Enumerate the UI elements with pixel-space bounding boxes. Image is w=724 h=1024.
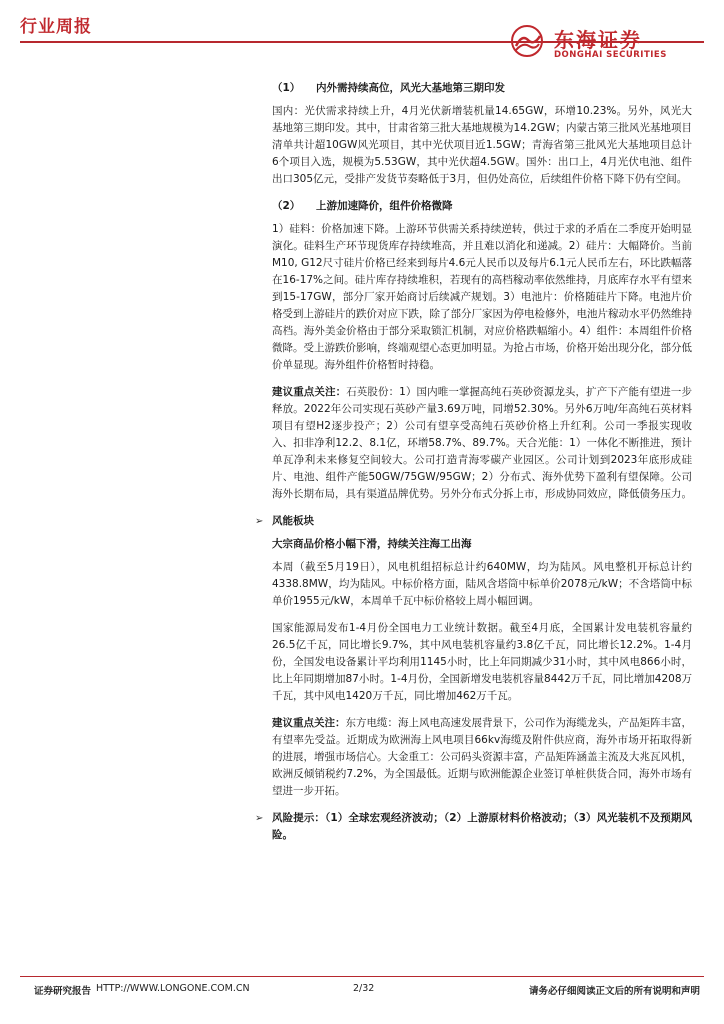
section-1-heading <box>272 80 692 97</box>
wind-paragraph-1: 本周（截至5月19日），风电机组招标总计约640MW，均为陆风。风电整机开标总计约4338.8MW，均为陆风。中标价格方面，陆风含塔筒中标单价2078元/kW；不含塔筒中标单价1955元/kW，本周单千瓦中标价格较上周小幅回调。 <box>272 561 692 607</box>
footer-website-link[interactable]: HTTP://WWW.LONGONE.COM.CN <box>96 983 250 994</box>
section-2-number: （2） <box>272 200 301 212</box>
page-number: 2/32 <box>353 983 375 994</box>
section-1-title: 内外需持续高位，风光大基地第三期印发 <box>316 82 505 94</box>
section-2-title: 上游加速降价，组件价格微降 <box>316 200 453 212</box>
logo-english-name: DONGHAI SECURITIES <box>554 50 667 60</box>
recommendation-text: 石英股份：1）国内唯一掌握高纯石英砂资源龙头，扩产下产能有望进一步释放。2022年公司实现石英砂产量3.69万吨，同增52.30%。另外6万吨/年高纯石英材料项目有望H2逐步投产；2）公司有望享受高纯石英砂价格上升红利。公司一季报实现收入、扣非净利12.2、8.1亿，环增58.7%、89.7%。天合光能：1）一体化不断推进，预计单瓦净利未来修复空间较大。公司打造青海零碳产业园区。公司计划到2023年底形成硅片、电池、组件产能50GW/75GW/95GW；2）分布式、海外优势下盈利有望保障。公司海外长期布局，具有渠道品牌优势。另外分布式分拆上市，形成协同效应，降低债务压力。 <box>272 386 692 500</box>
report-body <box>255 80 692 844</box>
company-logo <box>502 20 702 70</box>
wind-recommendation <box>272 715 692 800</box>
bullet-arrow-icon: ➢ <box>255 516 264 527</box>
bullet-arrow-icon: ➢ <box>255 813 264 824</box>
wind-section-heading <box>255 513 692 530</box>
recommendation-label: 建议重点关注： <box>272 717 346 729</box>
risk-warning-text: 风险提示：（1）全球宏观经济波动；（2）上游原材料价格波动；（3）风光装机不及预期风险。 <box>272 812 692 841</box>
risk-warning <box>255 810 692 844</box>
donghai-logo-icon <box>510 24 544 58</box>
section-2-heading <box>272 198 692 215</box>
wind-section-title: 风能板块 <box>272 515 314 527</box>
section-2-recommendation <box>272 384 692 503</box>
section-2-body: 1）硅料：价格加速下降。上游环节供需关系持续逆转，供过于求的矛盾在二季度开始明显演化。硅料生产环节现货库存持续堆高，并且难以消化和递减。2）硅片：大幅降价。当前M10, G12尺寸硅片价格已经来到每片4.6元人民币以及每片6.1元人民币左右，环比跌幅落在16-17%之间。硅片库存持续堆积，若现有的高档稼动率依然维持，月底库存水平有望来到15-17GW，部分厂家开始商讨后续减产规划。3）电池片：价格随硅片下降。电池片价格受到上游硅片的跌价对应下跌，除了部分厂家因为停电检修外，电池片稼动水平仍然维持高档。海外美金价格由于部分采取锁汇机制，对应价格跌幅缩小。4）组件：本周组件价格微降。受上游跌价影响，终端观望心态更加明显。为抢占市场，价格开始出现分化，部分低价单显现。海外组件价格暂时持稳。 <box>272 223 692 371</box>
wind-subheading: 大宗商品价格小幅下滑，持续关注海工出海 <box>272 538 472 550</box>
section-1-number: （1） <box>272 82 301 94</box>
report-type-tag: 行业周报 <box>20 17 92 37</box>
footer-disclaimer: 请务必仔细阅读正文后的所有说明和声明 <box>528 986 700 997</box>
logo-chinese-name: 东海证券 <box>554 28 642 52</box>
wind-paragraph-2: 国家能源局发布1-4月份全国电力工业统计数据。截至4月底，全国累计发电装机容量约26.5亿千瓦，同比增长9.7%，其中风电装机容量约3.8亿千瓦，同比增长12.2%。1-4月份，全国发电设备累计平均利用1145小时，比上年同期减少31小时，其中风电866小时，比上年同期增加87小时。1-4月份，全国新增发电装机容量8442万千瓦，同比增加4208万千瓦，其中风电1420万千瓦，同比增加462万千瓦。 <box>272 622 692 702</box>
recommendation-text: 东方电缆：海上风电高速发展背景下，公司作为海缆龙头，产品矩阵丰富，有望率先受益。近期成为欧洲海上风电项目66kv海缆及附件供应商，海外市场开拓取得新的进展，增强市场信心。大金重工：公司码头资源丰富，产品矩阵涵盖主流及大兆瓦风机，欧洲反倾销税约7.2%，为全国最低。近期与欧洲能源企业签订单桩供货合同，海外市场有望进一步开拓。 <box>272 717 692 797</box>
footer-divider <box>20 976 704 977</box>
section-1-body: 国内：光伏需求持续上升，4月光伏新增装机量14.65GW，环增10.23%。另外，风光大基地第三期印发。其中，甘肃省第三批大基地规模为14.2GW；内蒙古第三批风光基地项目清单共计超10GW风光项目，其中光伏项目近1.5GW；青海省第三批风光大基地项目总计6个项目入选，规模为5.53GW，其中光伏超4.5GW。国外：出口上，4月光伏电池、组件出口305亿元，受排产发货节奏略低于3月，但仍处高位，后续组件价格下降下仍有空间。 <box>272 105 692 185</box>
recommendation-label: 建议重点关注： <box>272 386 347 398</box>
footer-report-label: 证券研究报告 <box>34 986 92 997</box>
